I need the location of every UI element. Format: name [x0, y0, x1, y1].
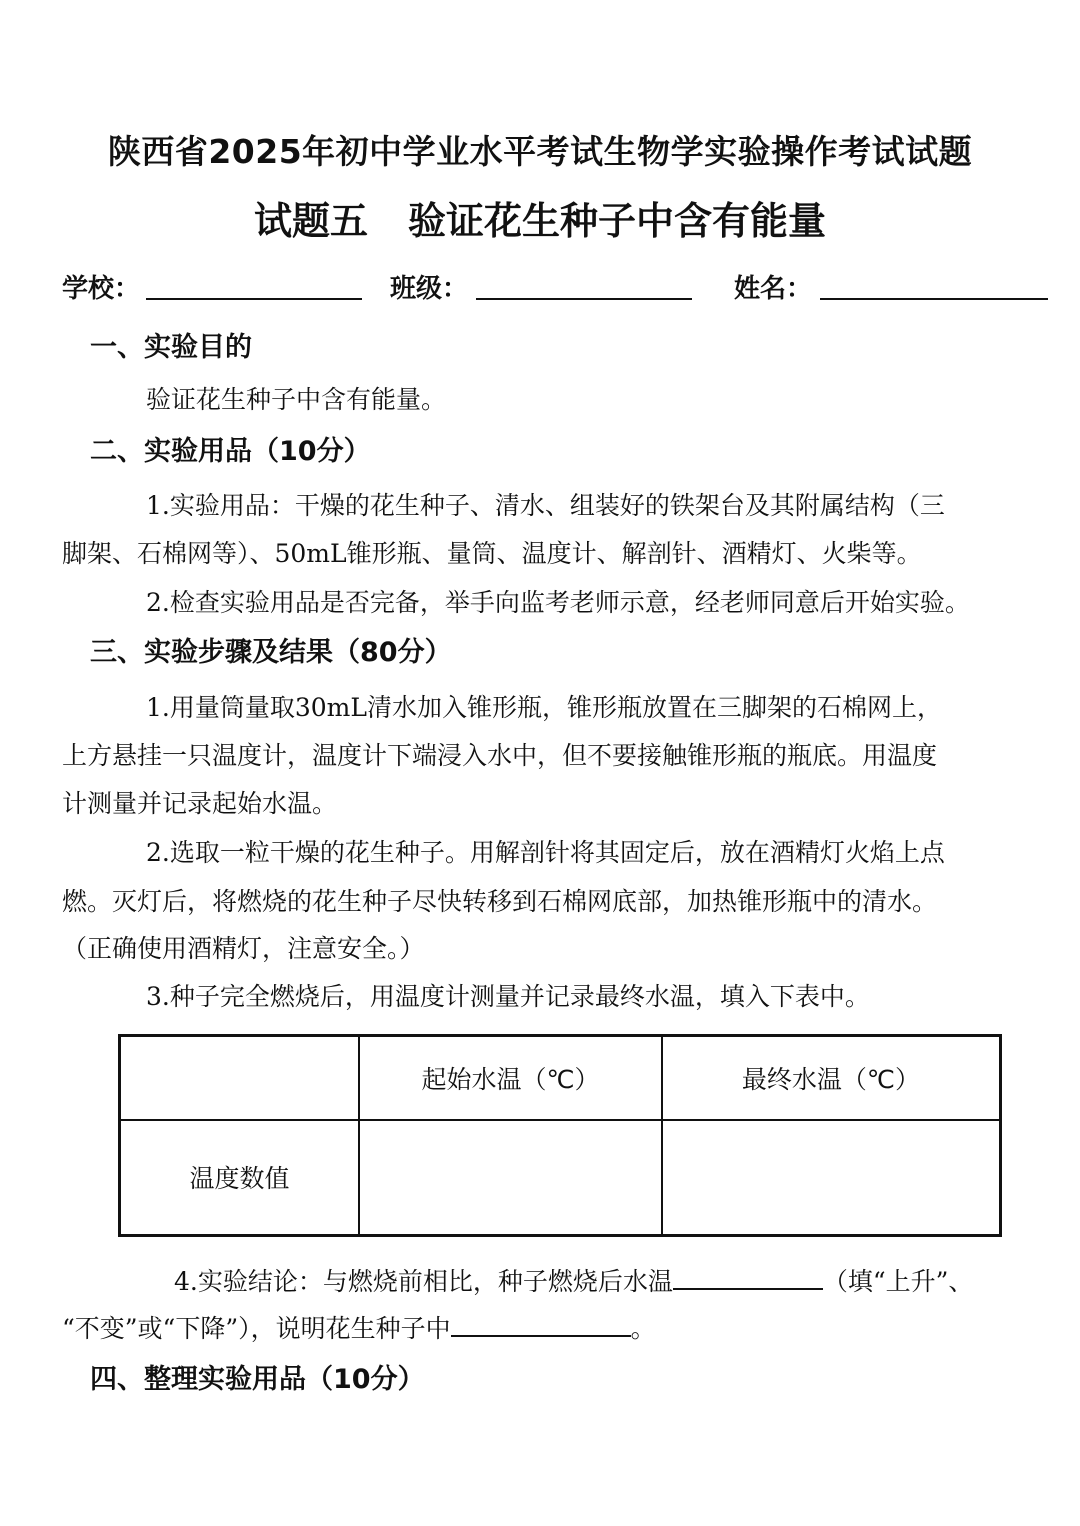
table-corner-cell — [120, 1036, 360, 1120]
step1-line1: 1.用量筒量取30mL清水加入锥形瓶，锥形瓶放置在三脚架的石棉网上， — [146, 693, 942, 722]
question-name: 验证花生种子中含有能量 — [408, 199, 827, 243]
school-label: 学校： — [62, 274, 141, 304]
exam-subtitle — [0, 190, 1080, 245]
initial-temp-cell[interactable] — [359, 1120, 662, 1236]
temp-value-label: 温度数值 — [120, 1120, 360, 1236]
exam-title: 陕西省2025年初中学业水平考试生物学实验操作考试试题 — [107, 132, 973, 171]
step1-line2: 上方悬挂一只温度计，温度计下端浸入水中，但不要接触锥形瓶的瓶底。用温度 — [62, 741, 938, 770]
materials-item1-line2: 脚架、石棉网等）、50mL锥形瓶、量筒、温度计、解剖针、酒精灯、火柴等。 — [62, 539, 922, 568]
conclusion-line2 — [62, 1309, 656, 1345]
name-label: 姓名： — [734, 274, 813, 304]
section-heading-cleanup: 四、整理实验用品（10分） — [90, 1364, 425, 1395]
step2-line3: （正确使用酒精灯，注意安全。） — [62, 934, 425, 963]
conclusion-text-d: 。 — [630, 1314, 656, 1343]
class-blank[interactable] — [476, 298, 692, 300]
question-number: 试题五 — [253, 199, 368, 243]
final-temp-cell[interactable] — [662, 1120, 1001, 1236]
materials-item2: 2.检查实验用品是否完备，举手向监考老师示意，经老师同意后开始实验。 — [146, 588, 970, 617]
conclusion-text-b: （填“上升”、 — [822, 1267, 974, 1296]
water-temp-change-blank[interactable] — [673, 1266, 823, 1290]
step2-line1: 2.选取一粒干燥的花生种子。用解剖针将其固定后，放在酒精灯火焰上点 — [146, 838, 945, 867]
name-blank[interactable] — [820, 298, 1048, 300]
temperature-table — [118, 1034, 1002, 1237]
name-field — [734, 268, 812, 305]
class-label: 班级： — [390, 274, 469, 304]
purpose-text: 验证花生种子中含有能量。 — [146, 385, 447, 414]
table-row — [120, 1120, 1001, 1236]
school-field — [62, 268, 140, 305]
step2-line2: 燃。灭灯后，将燃烧的花生种子尽快转移到石棉网底部，加热锥形瓶中的清水。 — [62, 887, 938, 916]
initial-temp-header: 起始水温（℃） — [359, 1036, 662, 1120]
conclusion-text-c: “不变”或“下降”），说明花生种子中 — [62, 1314, 451, 1343]
section-heading-purpose: 一、实验目的 — [90, 332, 252, 363]
final-temp-header: 最终水温（℃） — [662, 1036, 1001, 1120]
step1-line3: 计测量并记录起始水温。 — [62, 789, 338, 818]
step3-text: 3.种子完全燃烧后，用温度计测量并记录最终水温，填入下表中。 — [146, 982, 870, 1011]
conclusion-text-a: 4.实验结论：与燃烧前相比，种子燃烧后水温 — [174, 1267, 673, 1296]
section-heading-materials: 二、实验用品（10分） — [90, 436, 371, 467]
school-blank[interactable] — [146, 298, 362, 300]
table-header-row — [120, 1036, 1001, 1120]
student-info-row — [62, 268, 1052, 308]
energy-blank[interactable] — [451, 1313, 631, 1337]
class-field — [390, 268, 468, 305]
section-heading-steps: 三、实验步骤及结果（80分） — [90, 637, 452, 668]
conclusion-line1 — [174, 1262, 973, 1298]
materials-item1-line1: 1.实验用品：干燥的花生种子、清水、组装好的铁架台及其附属结构（三 — [146, 491, 945, 520]
